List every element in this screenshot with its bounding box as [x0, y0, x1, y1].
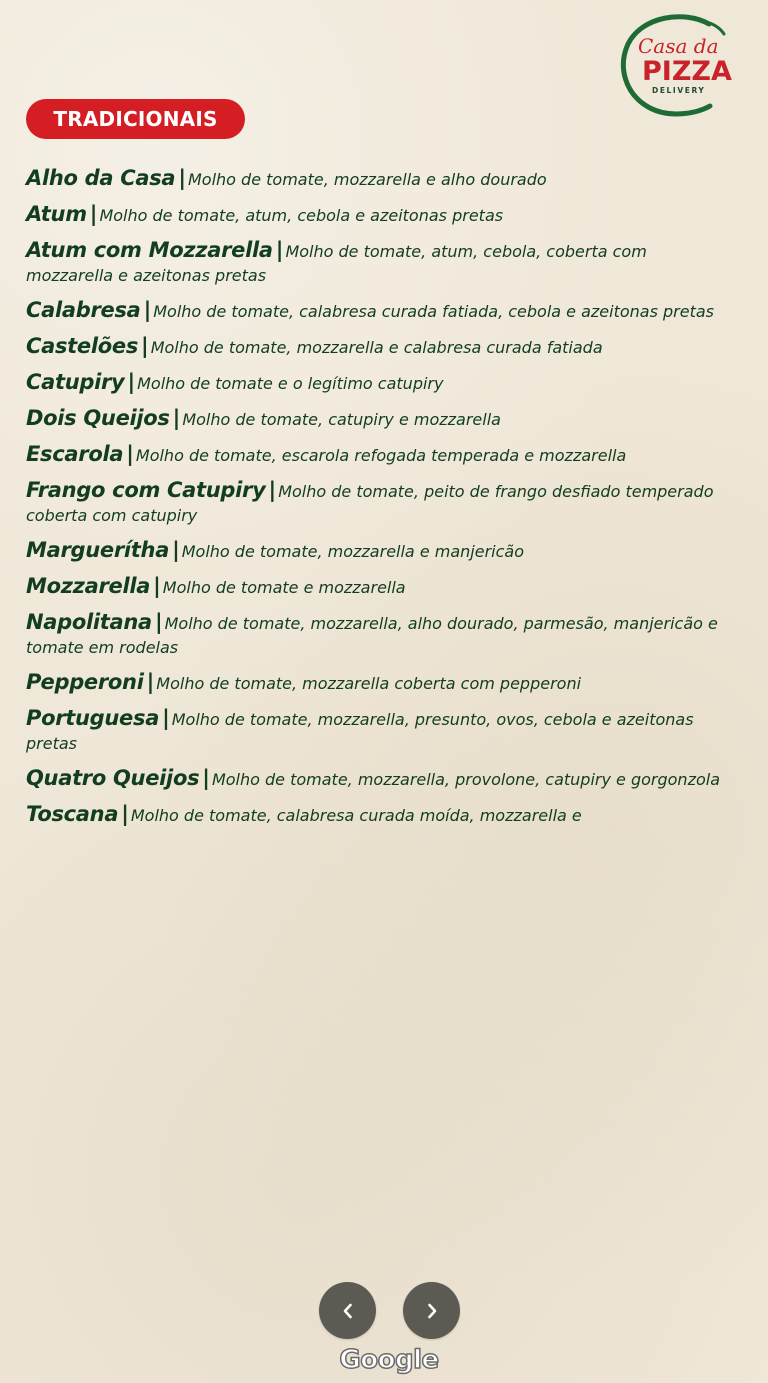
menu-item-description: Molho de tomate e o legítimo catupiry: [137, 374, 444, 393]
menu-item: [26, 238, 738, 288]
casa-da-pizza-logo: [614, 14, 750, 118]
menu-item-separator: |: [126, 442, 134, 466]
menu-item-name: Dois Queijos: [26, 406, 170, 430]
menu-item-description: Molho de tomate, catupiry e mozzarella: [182, 410, 501, 429]
menu-item-description: Molho de tomate, atum, cebola, coberta com mozzarella e azeitonas pretas: [26, 242, 647, 285]
menu-item-separator: |: [141, 334, 149, 358]
menu-item-description: Molho de tomate, mozzarella e manjericão: [181, 542, 524, 561]
menu-item-name: Mozzarella: [26, 574, 151, 598]
menu-item-name: Napolitana: [26, 610, 152, 634]
menu-item: [26, 298, 738, 324]
menu-item-name: Pepperoni: [26, 670, 144, 694]
menu-item: [26, 670, 738, 696]
menu-item-description: Molho de tomate, peito de frango desfiado temperado coberta com catupiry: [26, 482, 714, 525]
menu-item-description: Molho de tomate, atum, cebola e azeitonas pretas: [99, 206, 504, 225]
menu-item: [26, 802, 738, 828]
logo-delivery-text: DELIVERY: [652, 86, 706, 95]
menu-item-separator: |: [172, 406, 181, 430]
google-watermark: Google: [339, 1345, 439, 1375]
menu-item: [26, 166, 738, 192]
menu-item-separator: |: [154, 610, 163, 634]
menu-item-name: Atum: [26, 202, 87, 226]
menu-item-separator: |: [143, 298, 152, 322]
logo-swoosh-tail: [706, 22, 724, 34]
menu-item-separator: |: [153, 574, 161, 598]
menu-item: [26, 334, 738, 360]
logo-pizza-text: PIZZA: [642, 56, 732, 87]
menu-item-separator: |: [127, 370, 136, 394]
menu-item-name: Quatro Queijos: [26, 766, 200, 790]
menu-item-separator: |: [121, 802, 129, 826]
menu-item: [26, 574, 738, 600]
chevron-left-icon: [338, 1301, 358, 1321]
menu-item-name: Escarola: [26, 442, 124, 466]
section-title-tradicionais: TRADICIONAIS: [26, 99, 245, 139]
next-button[interactable]: [403, 1282, 460, 1339]
menu-item: [26, 406, 738, 432]
chevron-right-icon: [422, 1301, 442, 1321]
menu-item-name: Catupiry: [26, 370, 125, 394]
menu-item-name: Atum com Mozzarella: [26, 238, 273, 262]
pizza-menu-list: [26, 166, 738, 838]
menu-item-separator: |: [162, 706, 170, 730]
menu-item-name: Toscana: [26, 802, 119, 826]
menu-item: [26, 610, 738, 660]
menu-item-separator: |: [146, 670, 155, 694]
menu-item: [26, 442, 738, 468]
menu-item-separator: |: [172, 538, 180, 562]
menu-item-description: Molho de tomate, mozzarella, presunto, ovos, cebola e azeitonas pretas: [26, 710, 694, 753]
menu-item-description: Molho de tomate, mozzarella e alho dourado: [187, 170, 547, 189]
previous-button[interactable]: [319, 1282, 376, 1339]
menu-item-separator: |: [275, 238, 284, 262]
menu-item-description: Molho de tomate, mozzarella e calabresa curada fatiada: [150, 338, 603, 357]
menu-item-description: Molho de tomate, mozzarella coberta com pepperoni: [156, 674, 582, 693]
menu-item-description: Molho de tomate, calabresa curada fatiada, cebola e azeitonas pretas: [153, 302, 714, 321]
menu-item-description: Molho de tomate e mozzarella: [162, 578, 406, 597]
menu-item-name: Castelões: [26, 334, 139, 358]
menu-item-name: Frango com Catupiry: [26, 478, 266, 502]
menu-item-description: Molho de tomate, mozzarella, alho dourado, parmesão, manjericão e tomate em rodelas: [26, 614, 718, 657]
menu-item-description: Molho de tomate, escarola refogada temperada e mozzarella: [135, 446, 627, 465]
menu-item-separator: |: [178, 166, 186, 190]
menu-item-name: Alho da Casa: [26, 166, 176, 190]
menu-item: [26, 766, 738, 792]
menu-item: [26, 370, 738, 396]
logo-casa-da-text: Casa da: [638, 34, 719, 58]
menu-item-description: Molho de tomate, mozzarella, provolone, catupiry e gorgonzola: [211, 770, 720, 789]
menu-item-separator: |: [268, 478, 277, 502]
menu-item-description: Molho de tomate, calabresa curada moída, mozzarella e: [130, 806, 582, 825]
menu-item: [26, 706, 738, 756]
menu-item-name: Portuguesa: [26, 706, 160, 730]
menu-item-separator: |: [202, 766, 210, 790]
menu-item: [26, 202, 738, 228]
menu-item: [26, 538, 738, 564]
menu-item-name: Marguerítha: [26, 538, 170, 562]
menu-item: [26, 478, 738, 528]
logo-graphic: [614, 14, 750, 118]
menu-item-separator: |: [89, 202, 98, 226]
menu-item-name: Calabresa: [26, 298, 141, 322]
